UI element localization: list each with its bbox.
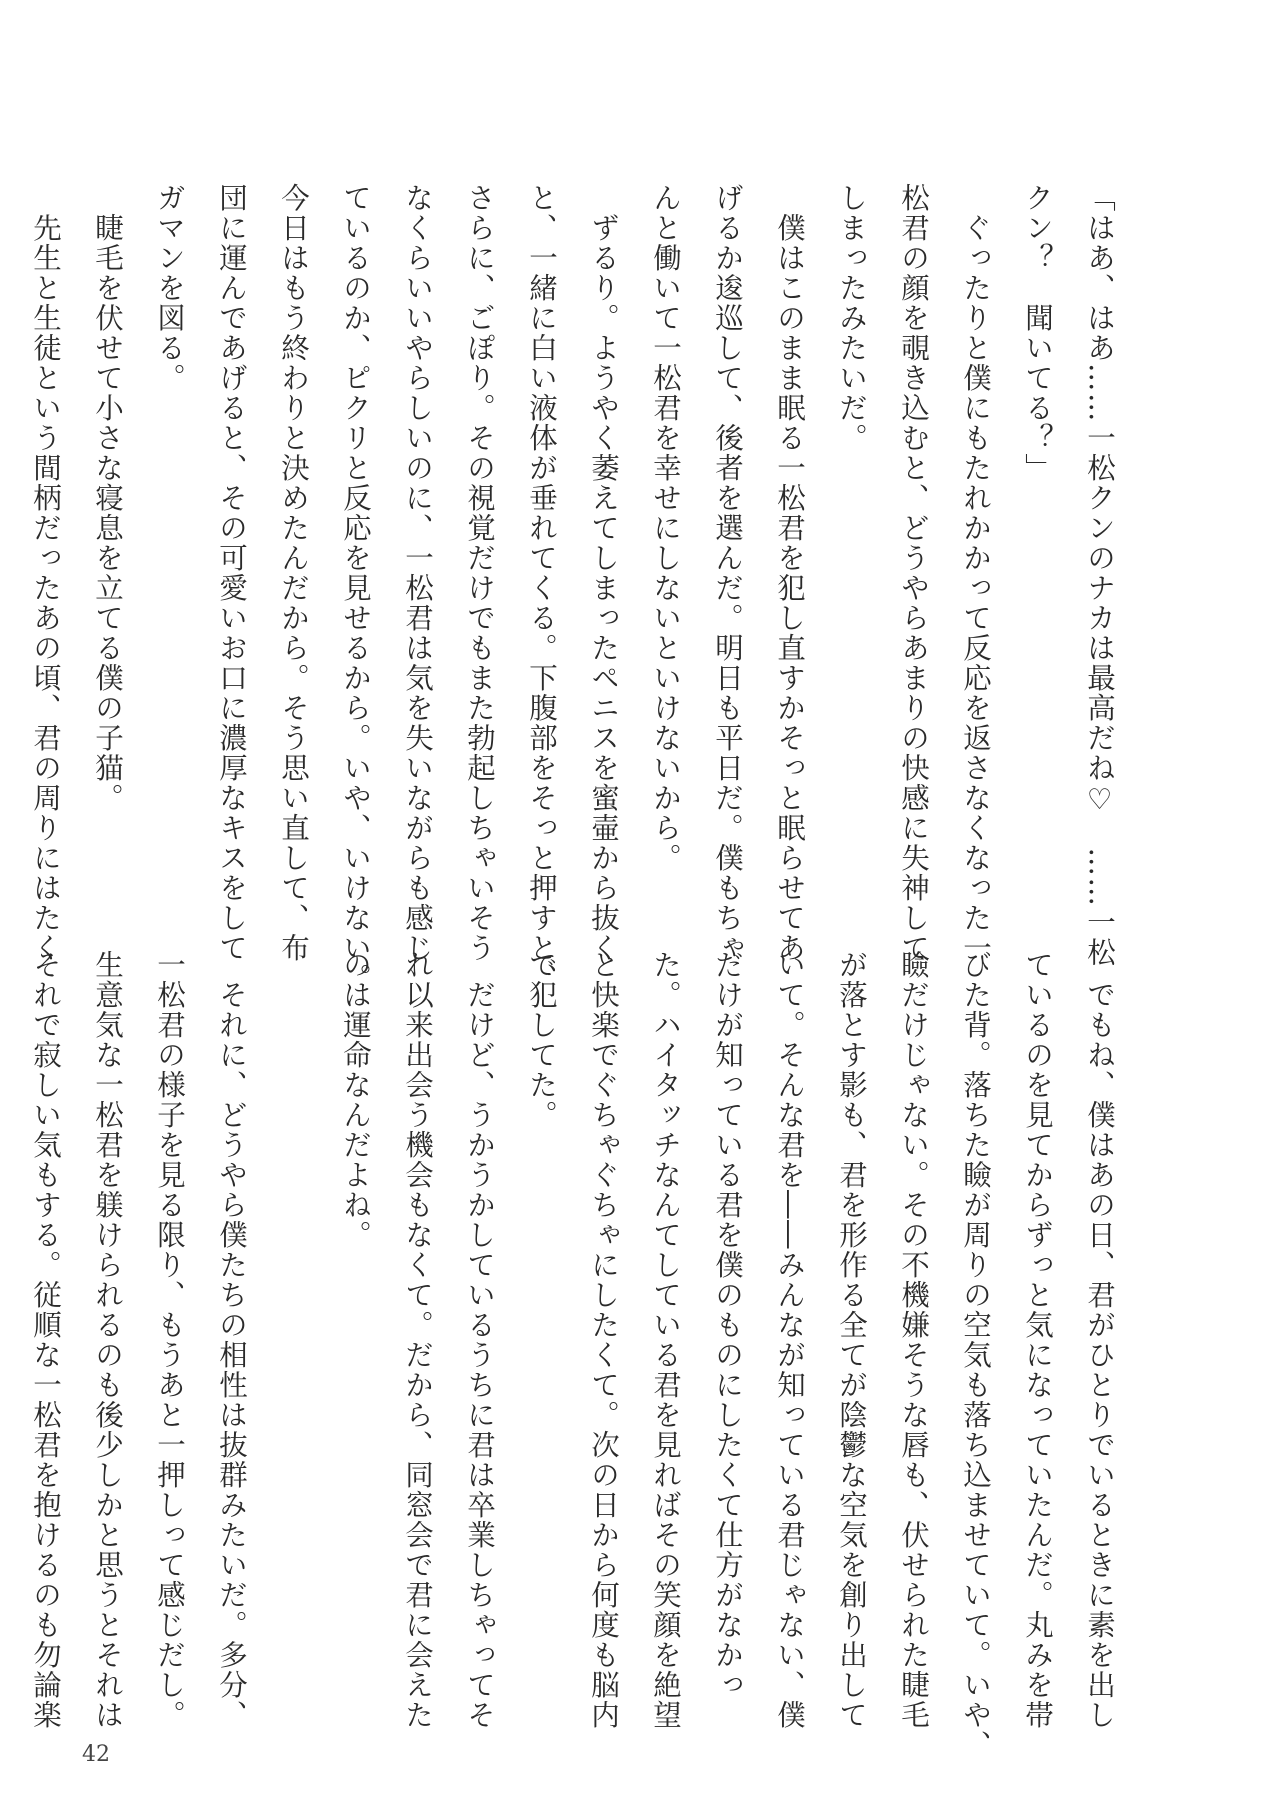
text-line: れ以来出会う機会もなくて。だから、同窓会で君に会えた <box>401 950 434 1730</box>
text-line: 瞼だけじゃない。その不機嫌そうな唇も、伏せられた睫毛 <box>897 950 930 1730</box>
text-line: ぐったりと僕にもたれかかって反応を返さなくなった一 <box>959 183 992 963</box>
text-line <box>262 950 324 1710</box>
text-line: びた背。落ちた瞼が周りの空気も落ち込ませていて。いや、 <box>959 950 992 1760</box>
text-line: 今日はもう終わりと決めたんだから。そう思い直して、布 <box>277 183 310 963</box>
text-line: と快楽でぐちゃぐちゃにしたくて。次の日から何度も脳内 <box>587 950 620 1730</box>
text-line: んと働いて一松君を幸せにしないといけないから。 <box>649 183 682 873</box>
text-line: げるか逡巡して、後者を選んだ。明日も平日だ。僕もちゃ <box>711 183 744 963</box>
text-line: 一松君の様子を見る限り、もうあと一押しって感じだし。 <box>153 950 186 1730</box>
text-line: ているのか、ピクリと反応を見せるから。いや、いけない。 <box>339 183 372 993</box>
text-line: さらに、ごぽり。その視覚だけでもまた勃起しちゃいそう <box>463 183 496 963</box>
text-line: それで寂しい気もする。従順な一松君を抱けるのも勿論楽 <box>29 950 62 1730</box>
text-line: 睫毛を伏せて小さな寝息を立てる僕の子猫。 <box>91 183 124 813</box>
text-line: だけが知っている君を僕のものにしたくて仕方がなかっ <box>711 950 744 1700</box>
text-line: でもね、僕はあの日、君がひとりでいるときに素を出し <box>1083 950 1116 1730</box>
text-line: と、一緒に白い液体が垂れてくる。下腹部をそっと押すと、 <box>525 183 558 993</box>
text-line: ずるり。ようやく萎えてしまったペニスを蜜壷から抜く <box>587 183 620 963</box>
text-line <box>0 183 14 983</box>
text-line: なくらいいやらしいのに、一松君は気を失いながらも感じ <box>401 183 434 963</box>
text-line: のは運命なんだよね。 <box>339 950 372 1250</box>
text-line: 団に運んであげると、その可愛いお口に濃厚なキスをして <box>215 183 248 963</box>
text-line: クン？ 聞いてる？」 <box>1021 183 1054 483</box>
text-line: 「はあ、はあ……一松クンのナカは最高だね♡ ……一松 <box>1083 183 1116 968</box>
text-block-top <box>0 183 1130 993</box>
text-line: 松君の顔を覗き込むと、どうやらあまりの快感に失神して <box>897 183 930 963</box>
text-line <box>0 950 14 1710</box>
text-line: 僕はこのまま眠る一松君を犯し直すかそっと眠らせてあ <box>773 183 806 963</box>
text-line: いて。そんな君を――みんなが知っている君じゃない、僕 <box>773 950 806 1730</box>
text-line: で犯してた。 <box>525 950 558 1130</box>
text-line: しまったみたいだ。 <box>835 183 868 453</box>
text-line: だけど、うかうかしているうちに君は卒業しちゃってそ <box>463 950 496 1730</box>
text-line: 先生と生徒という間柄だったあの頃、君の周りにはたく <box>29 183 62 963</box>
text-line: が落とす影も、君を形作る全てが陰鬱な空気を創り出して <box>835 950 868 1730</box>
text-line: ているのを見てからずっと気になっていたんだ。丸みを帯 <box>1021 950 1054 1730</box>
page-number: 42 <box>82 1742 110 1767</box>
text-line: ガマンを図る。 <box>153 183 186 393</box>
text-line: 生意気な一松君を躾けられるのも後少しかと思うとそれは <box>91 950 124 1730</box>
text-line: それに、どうやら僕たちの相性は抜群みたいだ。多分、 <box>215 950 248 1730</box>
text-line: た。ハイタッチなんてしている君を見ればその笑顔を絶望 <box>649 950 682 1730</box>
